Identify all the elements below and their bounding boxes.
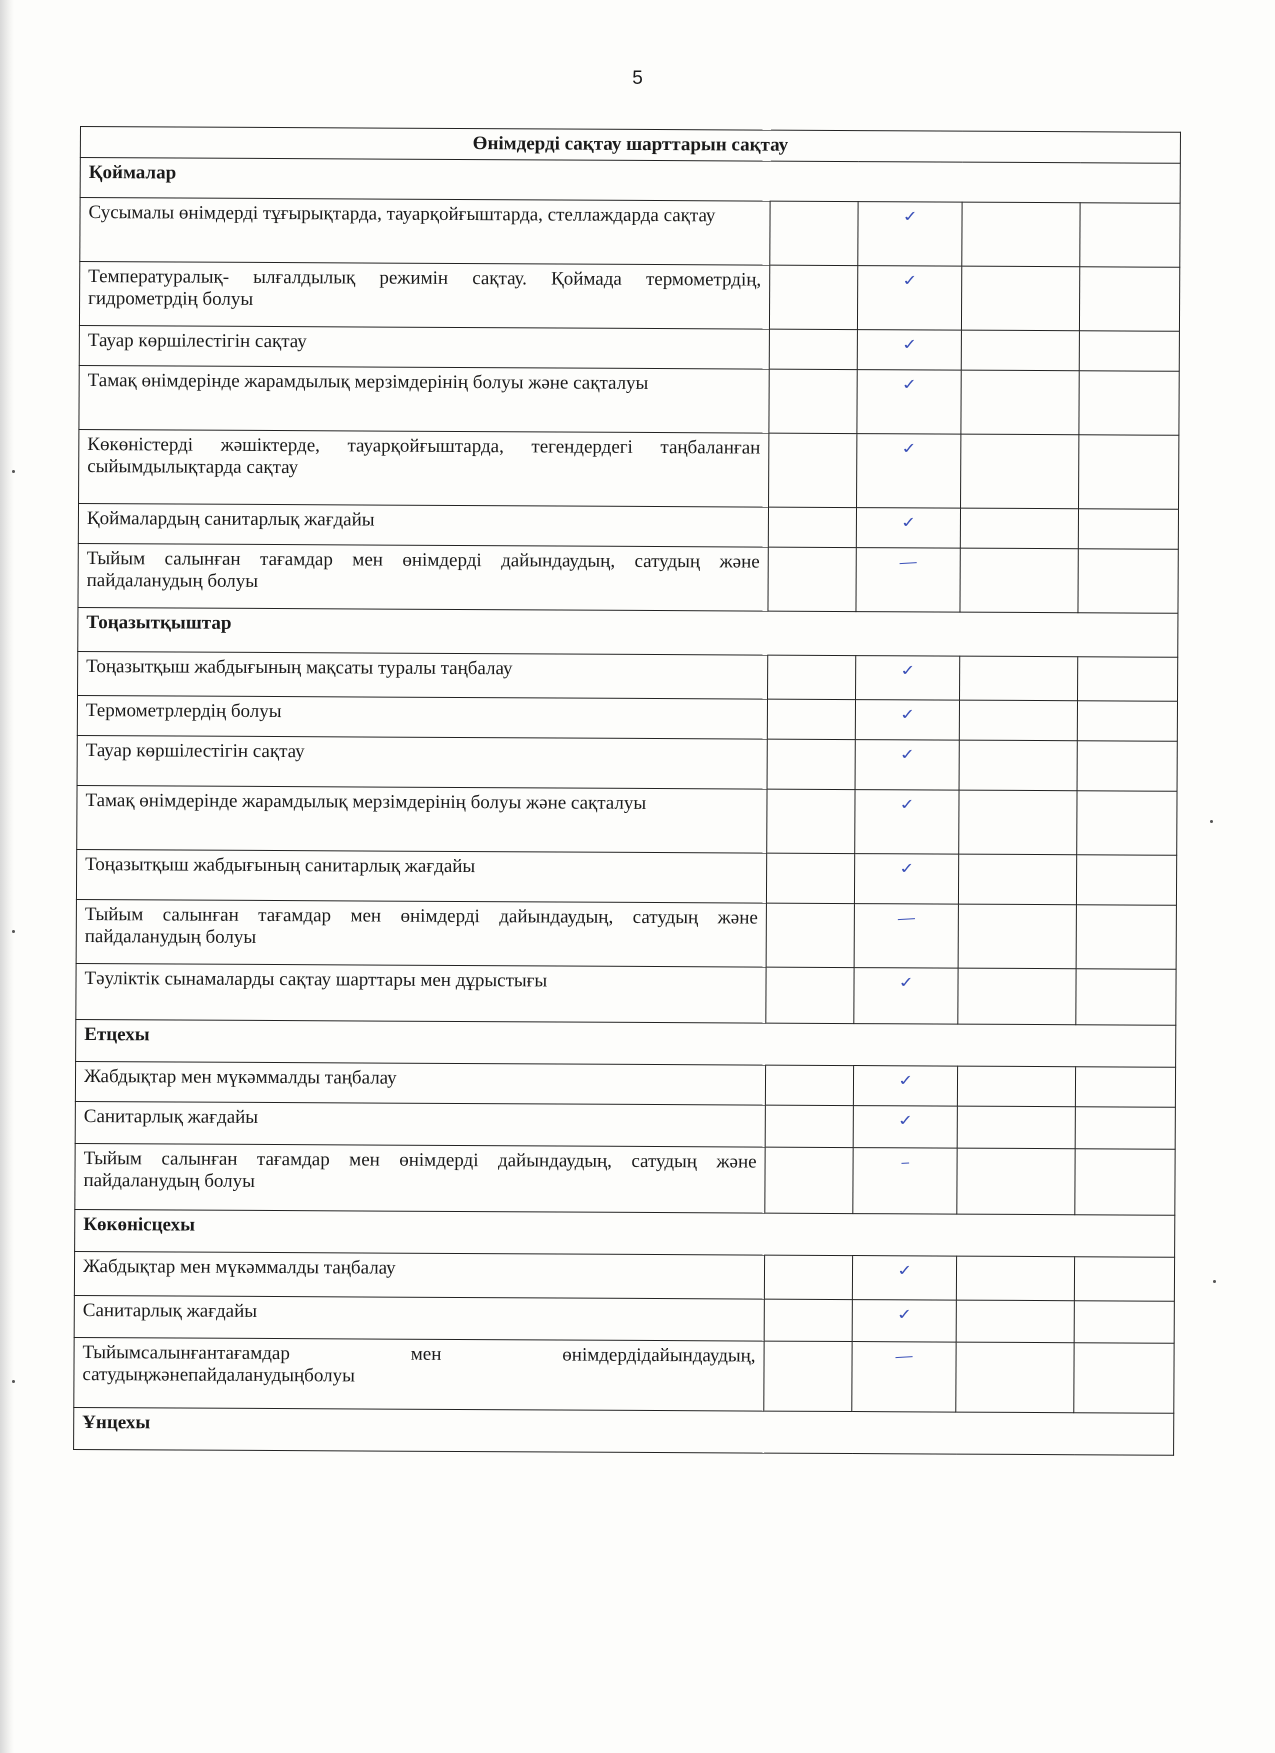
handwritten-mark-cell <box>854 853 958 904</box>
requirement-text: Температуралық- ылғалдылық режимін сақтау. Қоймада термометрдің, гидрометрдің болуы <box>79 261 769 329</box>
handwritten-mark-cell <box>854 903 958 968</box>
answer-cell-empty <box>770 201 858 265</box>
answer-cell-empty <box>960 548 1078 613</box>
answer-cell-empty <box>958 854 1076 905</box>
answer-cell-empty <box>961 266 1079 331</box>
answer-cell-empty <box>960 656 1078 701</box>
inspection-checklist-table <box>73 126 1181 1456</box>
answer-cell-empty <box>769 265 857 329</box>
answer-cell-empty <box>767 789 855 853</box>
handwritten-mark-cell <box>856 655 960 700</box>
checkmark-icon: ✓ <box>896 1111 915 1130</box>
section-header-row <box>78 607 1178 657</box>
notes-cell-empty <box>1080 203 1180 268</box>
notes-cell-empty <box>1074 1343 1174 1414</box>
checklist-row <box>79 261 1179 331</box>
answer-cell-empty <box>764 1299 852 1341</box>
checklist-row <box>74 1295 1174 1343</box>
handwritten-mark-cell <box>856 547 960 612</box>
checklist-row <box>78 651 1178 701</box>
notes-cell-empty <box>1074 1301 1174 1344</box>
checkmark-icon: ✓ <box>900 375 918 394</box>
answer-cell-empty <box>769 369 857 433</box>
requirement-text: Көкөністерді жәшіктерде, тауарқойғыштарда, тегендердегі таңбаланған сыйымдылықтарда сақтау <box>79 429 769 507</box>
handwritten-mark-cell <box>852 1299 956 1342</box>
notes-cell-empty <box>1075 1067 1175 1108</box>
checkmark-icon: ✓ <box>898 705 917 724</box>
answer-cell-empty <box>765 1147 853 1213</box>
dash-mark-icon: — <box>895 909 917 928</box>
requirement-text: Тыйым салынған тағамдар мен өнімдерді дайындаудың, сатудың және пайдаланудың болуы <box>75 1143 765 1213</box>
checklist-row <box>76 963 1176 1025</box>
section-header-row <box>80 157 1180 203</box>
handwritten-mark-cell <box>858 201 962 266</box>
section-title: Ұнцехы <box>74 1407 1174 1455</box>
handwritten-mark-cell <box>857 369 961 434</box>
checklist-row <box>76 849 1176 905</box>
notes-cell-empty <box>1079 435 1179 510</box>
checklist-row <box>77 785 1177 855</box>
section-header-row <box>76 1019 1176 1067</box>
answer-cell-empty <box>961 330 1079 371</box>
section-title: Қоймалар <box>80 157 1180 203</box>
answer-cell-empty <box>769 329 857 369</box>
requirement-text: Жабдықтар мен мүкәммалды таңбалау <box>74 1251 764 1299</box>
requirement-text: Санитарлық жағдайы <box>75 1101 765 1147</box>
scan-speck <box>12 470 15 473</box>
section-title: Тоңазытқыштар <box>78 607 1178 657</box>
notes-cell-empty <box>1074 1257 1174 1302</box>
handwritten-mark-cell <box>855 789 959 854</box>
answer-cell-empty <box>959 790 1077 855</box>
notes-cell-empty <box>1077 741 1177 792</box>
notes-cell-empty <box>1078 509 1178 550</box>
notes-cell-empty <box>1077 791 1177 856</box>
checklist-row <box>74 1337 1174 1413</box>
dash-mark-icon: — <box>897 553 919 572</box>
answer-cell-empty <box>957 1148 1075 1215</box>
answer-cell-empty <box>765 1105 853 1147</box>
checklist-row <box>78 543 1178 613</box>
checkmark-icon: ✓ <box>899 439 918 458</box>
checkmark-icon: ✓ <box>900 271 919 290</box>
requirement-text: Тыйымсалынғантағамдар мен өнімдердідайындаудың, сатудыңжәнепайдаланудыңболуы <box>74 1337 764 1411</box>
checkmark-icon: ✓ <box>897 973 915 992</box>
checkmark-icon: ✓ <box>901 207 919 226</box>
answer-cell-empty <box>767 739 855 789</box>
notes-cell-empty <box>1078 549 1178 614</box>
checklist-row <box>75 1101 1175 1149</box>
checkmark-icon: ✓ <box>898 661 917 680</box>
requirement-text: Тоңазытқыш жабдығының мақсаты туралы таңбалау <box>78 651 768 699</box>
requirement-text: Тәуліктік сынамаларды сақтау шарттары мен дұрыстығы <box>76 963 766 1023</box>
answer-cell-empty <box>956 1256 1074 1301</box>
dash-mark-icon: – <box>899 1153 911 1171</box>
handwritten-mark-cell <box>857 329 961 370</box>
requirement-text: Тыйым салынған тағамдар мен өнімдерді дайындаудың, сатудың және пайдаланудың болуы <box>76 899 766 967</box>
checkmark-icon: ✓ <box>899 513 918 532</box>
checklist-row <box>79 429 1179 509</box>
answer-cell-empty <box>961 370 1079 435</box>
handwritten-mark-cell <box>853 1105 957 1148</box>
checkmark-icon: ✓ <box>898 745 916 764</box>
answer-cell-empty <box>765 1065 853 1105</box>
answer-cell-empty <box>961 434 1079 509</box>
checklist-row <box>79 325 1179 371</box>
checklist-row <box>79 365 1179 435</box>
requirement-text: Тоңазытқыш жабдығының санитарлық жағдайы <box>76 849 766 903</box>
checkmark-icon: ✓ <box>895 1305 914 1324</box>
requirement-text: Тауар көршілестігін сақтау <box>77 735 767 789</box>
requirement-text: Жабдықтар мен мүкәммалды таңбалау <box>75 1061 765 1105</box>
answer-cell-empty <box>768 507 856 547</box>
checklist-row <box>74 1251 1174 1301</box>
handwritten-mark-cell <box>856 507 960 548</box>
answer-cell-empty <box>957 1066 1075 1107</box>
answer-cell-empty <box>959 740 1077 791</box>
checklist-row <box>76 899 1176 969</box>
scan-speck <box>1210 820 1213 823</box>
answer-cell-empty <box>764 1341 852 1411</box>
requirement-text: Санитарлық жағдайы <box>74 1295 764 1341</box>
handwritten-mark-cell <box>857 433 961 508</box>
handwritten-mark-cell <box>853 1065 957 1106</box>
checkmark-icon: ✓ <box>895 1261 914 1280</box>
answer-cell-empty <box>958 968 1076 1025</box>
requirement-text: Тыйым салынған тағамдар мен өнімдерді дайындаудың, сатудың және пайдаланудың болуы <box>78 543 768 611</box>
checklist-row <box>78 503 1178 549</box>
requirement-text: Тауар көршілестігін сақтау <box>79 325 769 369</box>
answer-cell-empty <box>960 508 1078 549</box>
notes-cell-empty <box>1075 1149 1175 1216</box>
checklist-row <box>75 1061 1175 1107</box>
handwritten-mark-cell <box>852 1255 956 1300</box>
handwritten-mark-cell <box>852 1341 956 1412</box>
notes-cell-empty <box>1075 1107 1175 1150</box>
notes-cell-empty <box>1079 371 1179 436</box>
answer-cell-empty <box>766 903 854 967</box>
notes-cell-empty <box>1076 969 1176 1026</box>
scan-speck <box>12 1380 15 1383</box>
requirement-text: Термометрлердің болуы <box>77 695 767 739</box>
answer-cell-empty <box>768 655 856 699</box>
section-title: Көкөнісцехы <box>75 1209 1175 1257</box>
requirement-text: Қоймалардың санитарлық жағдайы <box>78 503 768 547</box>
answer-cell-empty <box>768 547 856 611</box>
notes-cell-empty <box>1079 331 1179 372</box>
answer-cell-empty <box>764 1255 852 1299</box>
answer-cell-empty <box>957 1106 1075 1149</box>
table-title: Өнімдерді сақтау шарттарын сақтау <box>80 127 1180 164</box>
dash-mark-icon: — <box>893 1347 915 1366</box>
requirement-text: Тамақ өнімдерінде жарамдылық мерзімдерінің болуы және сақталуы <box>77 785 767 853</box>
notes-cell-empty <box>1079 267 1179 332</box>
scan-shadow-edge <box>0 0 14 1753</box>
scan-speck <box>12 930 15 933</box>
section-header-row <box>74 1407 1174 1455</box>
page-number: 5 <box>632 68 643 89</box>
checkmark-icon: ✓ <box>900 335 919 354</box>
handwritten-mark-cell <box>854 967 958 1024</box>
answer-cell-empty <box>956 1342 1074 1413</box>
notes-cell-empty <box>1076 905 1176 970</box>
scan-speck <box>1213 1280 1216 1283</box>
handwritten-mark-cell <box>855 699 959 740</box>
answer-cell-empty <box>767 699 855 739</box>
answer-cell-empty <box>962 202 1080 267</box>
checklist-row <box>77 735 1177 791</box>
requirement-text: Тамақ өнімдерінде жарамдылық мерзімдерінің болуы және сақталуы <box>79 365 769 433</box>
handwritten-mark-cell <box>855 739 959 790</box>
notes-cell-empty <box>1077 701 1177 742</box>
checklist-row <box>80 197 1180 267</box>
checkmark-icon: ✓ <box>896 1071 915 1090</box>
answer-cell-empty <box>959 700 1077 741</box>
checklist-row <box>77 695 1177 741</box>
notes-cell-empty <box>1076 855 1176 906</box>
checkmark-icon: ✓ <box>898 795 916 814</box>
answer-cell-empty <box>956 1300 1074 1343</box>
answer-cell-empty <box>766 967 854 1023</box>
handwritten-mark-cell <box>853 1147 957 1214</box>
answer-cell-empty <box>958 904 1076 969</box>
requirement-text: Сусымалы өнімдерді тұғырықтарда, тауарқойғыштарда, стеллаждарда сақтау <box>80 197 770 265</box>
notes-cell-empty <box>1078 657 1178 702</box>
section-header-row <box>75 1209 1175 1257</box>
handwritten-mark-cell <box>857 265 961 330</box>
checklist-row <box>75 1143 1175 1215</box>
answer-cell-empty <box>766 853 854 903</box>
answer-cell-empty <box>769 433 857 507</box>
section-title: Етцехы <box>76 1019 1176 1067</box>
checkmark-icon: ✓ <box>897 859 916 878</box>
